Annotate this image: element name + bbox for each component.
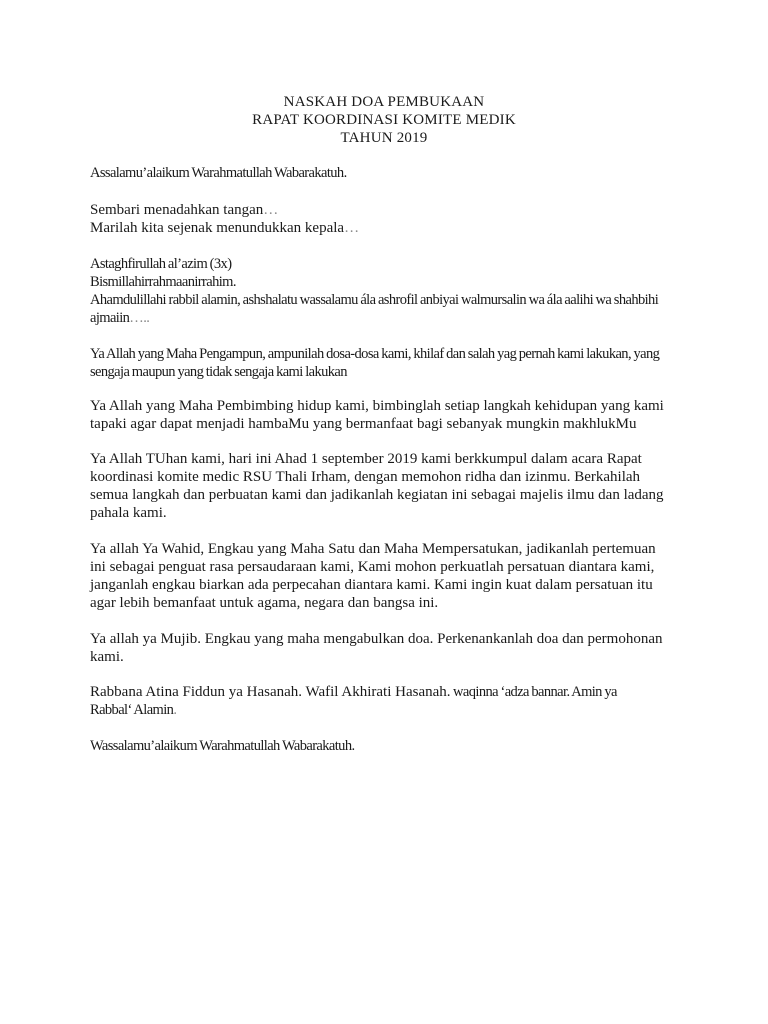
mujib-line-1: Ya allah ya Mujib. Engkau yang maha mengabulkan doa. Perkenankanlah doa dan permohonan [90,631,663,647]
tuhan-line-3: semua langkah dan perbuatan kami dan jadikanlah kegiatan ini sebagai majelis ilmu dan ladang [90,487,664,503]
hamdalah-line-2-dots: ….. [129,310,150,326]
mujib-line-2: kami. [90,649,124,665]
greeting-close-text: Wassalamu’alaikum Warahmatullah Wabarakatuh. [90,738,355,754]
document-title [0,93,768,147]
rabbana-line-2 [90,701,680,719]
intro-line-1 [90,201,680,219]
prayer-pengampun [90,345,680,381]
prayer-pembimbing [90,397,680,433]
title-line-2: RAPAT KOORDINASI KOMITE MEDIK [252,112,516,128]
intro-line-1-text: Sembari menadahkan tangan [90,202,264,218]
hamdalah-line-1: Ahamdulillahi rabbil alamin, ashshalatu wassalamu ála ashrofil anbiyai walmursalin wa ála aalihi wa shahbihi [90,292,659,308]
prayer-wahid [90,540,680,612]
pengampun-line-1: Ya Allah yang Maha Pengampun, ampunilah dosa-dosa kami, khilaf dan salah yag pernah kami lakukan, yang [90,346,660,362]
prayer-mujib [90,630,680,666]
wahid-line-4: agar lebih bemanfaat untuk agama, negara dan bangsa ini. [90,595,439,611]
bismillah-line: Bismillahirrahmaanirrahim. [90,274,236,290]
greeting-open-text: Assalamu’alaikum Warahmatullah Wabarakatuh. [90,165,347,181]
opening-paragraph [90,255,680,327]
rabbana-line-1-part-a: Rabbana Atina Fiddun ya Hasanah. Wafil Akhirati Hasanah. [90,684,451,700]
wahid-line-1: Ya allah Ya Wahid, Engkau yang Maha Satu dan Maha Mempersatukan, jadikanlah pertemuan [90,541,656,557]
greeting-close [90,737,680,755]
hamdalah-line-2-text: ajmaiin [90,310,130,326]
greeting-open [90,164,680,182]
pembimbing-line-1: Ya Allah yang Maha Pembimbing hidup kami, bimbinglah setiap langkah kehidupan yang kami [90,398,664,414]
rabbana-line-1-part-b: waqinna ‘adza bannar. Amin ya [450,684,617,700]
rabbana-line-2-dots: . [173,702,177,718]
intro-line-2-text: Marilah kita sejenak menundukkan kepala [90,220,345,236]
tuhan-line-1: Ya Allah TUhan kami, hari ini Ahad 1 september 2019 kami berkkumpul dalam acara Rapat [90,451,642,467]
pembimbing-line-2: tapaki agar dapat menjadi hambaMu yang bermanfaat bagi sebanyak mungkin makhlukMu [90,416,637,432]
astaghfirullah-line: Astaghfirullah al’azim (3x) [90,256,232,272]
title-line-1: NASKAH DOA PEMBUKAAN [283,94,485,110]
intro-line-1-dots: … [263,202,279,218]
hamdalah-line-2 [90,309,680,327]
pengampun-line-2: sengaja maupun yang tidak sengaja kami lakukan [90,364,347,380]
prayer-tuhan [90,450,680,522]
tuhan-line-4: pahala kami. [90,505,167,521]
prayer-rabbana [90,683,680,719]
intro-line-2-dots: … [344,220,360,236]
intro-paragraph [90,201,680,237]
title-line-3: TAHUN 2019 [340,130,428,146]
rabbana-line-1 [90,683,680,701]
wahid-line-2: ini sebagai penguat rasa persaudaraan kami, Kami mohon perkuatlah persatuan diantara kami, [90,559,655,575]
rabbana-line-2-text: Rabbal‘ Alamin [90,702,174,718]
intro-line-2 [90,219,680,237]
tuhan-line-2: koordinasi komite medic RSU Thali Irham, dengan memohon ridha dan izinmu. Berkahilah [90,469,641,485]
wahid-line-3: janganlah engkau biarkan ada perpecahan diantara kami. Kami ingin kuat dalam persatuan itu [90,577,653,593]
